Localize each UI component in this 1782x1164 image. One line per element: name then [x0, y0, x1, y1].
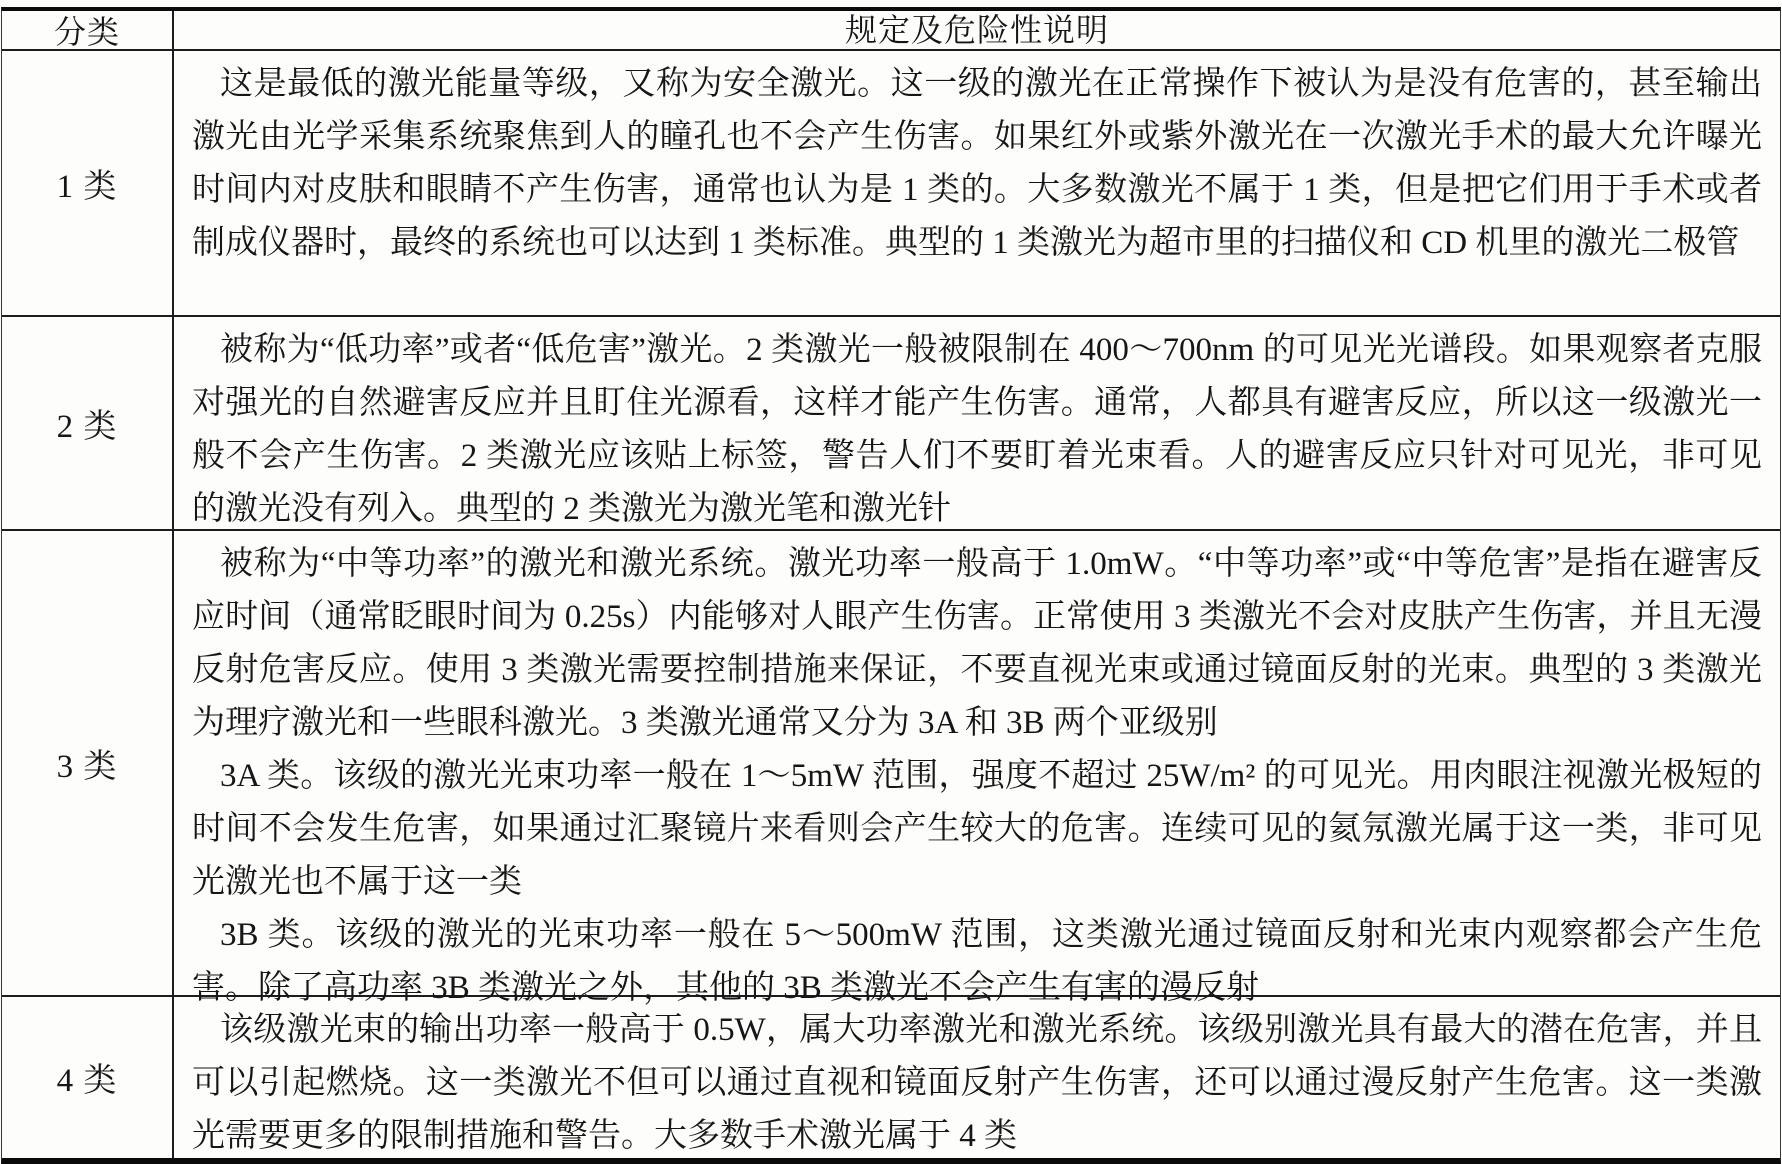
class-3b-paragraph: 3B 类。该级的激光的光束功率一般在 5～500mW 范围，这类激光通过镜面反射和光束内观察都会产生危害。除了高功率 3B 类激光之外，其他的 3B 类激光不会产生有害的漫反射 [192, 917, 1762, 1006]
row-label-class-3: 3 类 [2, 531, 174, 995]
table-row-class-3 [2, 529, 1780, 1006]
row-description-class-1 [174, 51, 1780, 315]
header-cell-classification: 分类 [2, 11, 174, 49]
row-label-class-2: 2 类 [2, 317, 174, 529]
row-label-class-4: 4 类 [2, 997, 174, 1158]
laser-classification-table [1, 7, 1781, 1164]
class-1-paragraph: 这是最低的激光能量等级，又称为安全激光。这一级的激光在正常操作下被认为是没有危害的，甚至输出激光由光学采集系统聚焦到人的瞳孔也不会产生伤害。如果红外或紫外激光在一次激光手术的最大允许曝光时间内对皮肤和眼睛不产生伤害，通常也认为是 1 类的。大多数激光不属于 1 类，但是把它们用于手术或者制成仪器时，最终的系统也可以达到 1 类标准。典型的 1 类激光为超市里的扫描仪和 CD 机里的激光二极管 [192, 66, 1762, 261]
row-label-class-1: 1 类 [2, 51, 174, 315]
class-4-paragraph: 该级激光束的输出功率一般高于 0.5W，属大功率激光和激光系统。该级别激光具有最大的潜在危害，并且可以引起燃烧。这一类激光不但可以通过直视和镜面反射产生伤害，还可以通过漫反射产生危害。这一类激光需要更多的限制措施和警告。大多数手术激光属于 4 类 [192, 1012, 1762, 1154]
class-2-paragraph: 被称为“低功率”或者“低危害”激光。2 类激光一般被限制在 400～700nm 的可见光光谱段。如果观察者克服对强光的自然避害反应并且盯住光源看，这样才能产生伤害。通常，人都具有避害反应，所以这一级激光一般不会产生伤害。2 类激光应该贴上标签，警告人们不要盯着光束看。人的避害反应只针对可见光，非可见的激光没有列入。典型的 2 类激光为激光笔和激光针 [192, 332, 1762, 527]
table-row-class-2 [2, 315, 1780, 529]
table-row-class-4 [2, 995, 1780, 1158]
row-description-class-4 [174, 997, 1780, 1158]
table-row-class-1 [2, 49, 1780, 315]
table-header-row [2, 11, 1780, 49]
row-description-class-3 [174, 531, 1780, 1006]
class-3-main-paragraph: 被称为“中等功率”的激光和激光系统。激光功率一般高于 1.0mW。“中等功率”或“中等危害”是指在避害反应时间（通常眨眼时间为 0.25s）内能够对人眼产生伤害。正常使用 3 类激光不会对皮肤产生伤害，并且无漫反射危害反应。使用 3 类激光需要控制措施来保证，不要直视光束或通过镜面反射的光束。典型的 3 类激光为理疗激光和一些眼科激光。3 类激光通常又分为 3A 和 3B 两个亚级别 [192, 546, 1762, 741]
class-3a-paragraph: 3A 类。该级的激光光束功率一般在 1～5mW 范围，强度不超过 25W/m² 的可见光。用肉眼注视激光极短的时间不会发生危害，如果通过汇聚镜片来看则会产生较大的危害。连续可见的氦氖激光属于这一类，非可见光激光也不属于这一类 [192, 758, 1762, 900]
header-cell-description: 规定及危险性说明 [844, 12, 1109, 48]
row-description-class-2 [174, 317, 1780, 529]
